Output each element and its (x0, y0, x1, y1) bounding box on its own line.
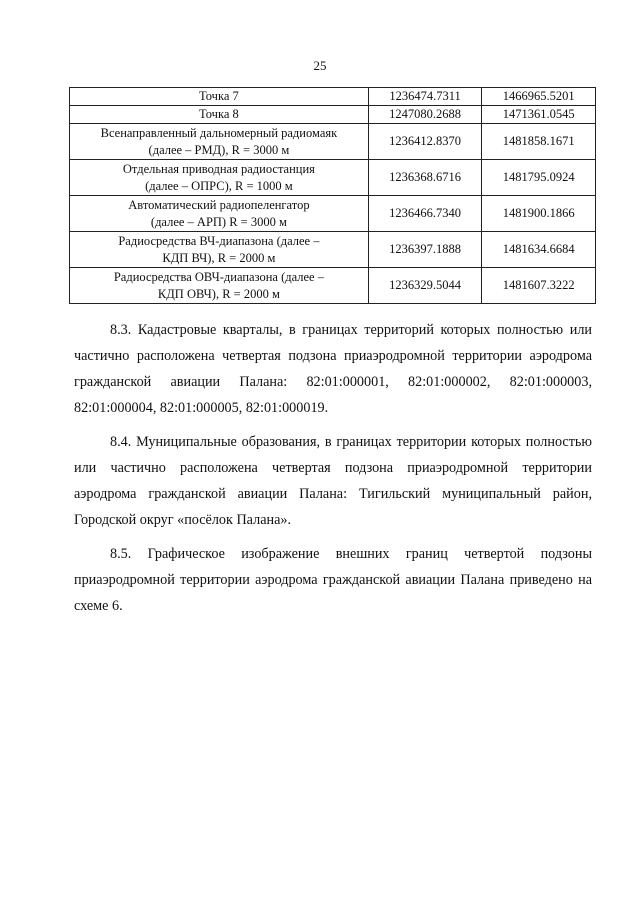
y-coordinate: 1481900.1866 (482, 196, 596, 232)
table-row (70, 196, 596, 232)
point-name (70, 160, 369, 196)
y-coordinate: 1471361.0545 (482, 106, 596, 124)
point-name-line1: Всенаправленный дальномерный радиомаяк (100, 125, 338, 140)
point-name-line2: (далее – АРП) R = 3000 м (150, 214, 287, 229)
y-coordinate: 1481634.6684 (482, 232, 596, 268)
y-coordinate: 1481858.1671 (482, 124, 596, 160)
table-row (70, 106, 596, 124)
paragraph-8-5: 8.5. Графическое изображение внешних границ четвертой подзоны приаэродромной территории аэродрома гражданской авиации Палана приведено на схеме 6. (74, 546, 592, 614)
point-name-line1: Радиосредства ОВЧ-диапазона (далее – (113, 269, 324, 284)
x-coordinate: 1236412.8370 (368, 124, 482, 160)
y-coordinate: 1481795.0924 (482, 160, 596, 196)
body-text (74, 317, 592, 627)
x-coordinate: 1236329.5044 (368, 268, 482, 304)
point-name-line1: Автоматический радиопеленгатор (128, 197, 310, 212)
y-coordinate: 1481607.3222 (482, 268, 596, 304)
x-coordinate: 1236368.6716 (368, 160, 482, 196)
x-coordinate: 1236474.7311 (368, 88, 482, 106)
paragraph-8-4: 8.4. Муниципальные образования, в границах территории которых полностью или частично расположена четвертая подзона приаэродромной территории аэродрома гражданской авиации Палана: Тигильский муниципальный район, Городской округ «посёлок Палана». (74, 434, 592, 528)
point-name-line2: КДП ОВЧ), R = 2000 м (157, 286, 280, 301)
table-row (70, 268, 596, 304)
coordinates-table (69, 87, 596, 304)
x-coordinate: 1236466.7340 (368, 196, 482, 232)
page-number: 25 (313, 58, 327, 73)
point-name-line2: (далее – ОПРС), R = 1000 м (145, 178, 293, 193)
point-name (70, 268, 369, 304)
point-name-line1: Отдельная приводная радиостанция (122, 161, 315, 176)
table-row (70, 88, 596, 106)
point-name-line1: Радиосредства ВЧ-диапазона (далее – (118, 233, 320, 248)
point-name: Точка 8 (70, 106, 369, 124)
table-row (70, 160, 596, 196)
x-coordinate: 1247080.2688 (368, 106, 482, 124)
paragraph-8-3: 8.3. Кадастровые кварталы, в границах территорий которых полностью или частично расположена четвертая подзона приаэродромной территории аэродрома гражданской авиации Палана: 82:01:000001, 82:01:000002, 82:01:000003, 82:01:000004, 82:01:000005, 82:01:000019. (74, 322, 592, 416)
point-name: Точка 7 (70, 88, 369, 106)
point-name-line2: КДП ВЧ), R = 2000 м (162, 250, 276, 265)
point-name (70, 196, 369, 232)
table-row (70, 124, 596, 160)
x-coordinate: 1236397.1888 (368, 232, 482, 268)
point-name (70, 232, 369, 268)
point-name (70, 124, 369, 160)
y-coordinate: 1466965.5201 (482, 88, 596, 106)
table-row (70, 232, 596, 268)
point-name-line2: (далее – РМД), R = 3000 м (148, 142, 290, 157)
